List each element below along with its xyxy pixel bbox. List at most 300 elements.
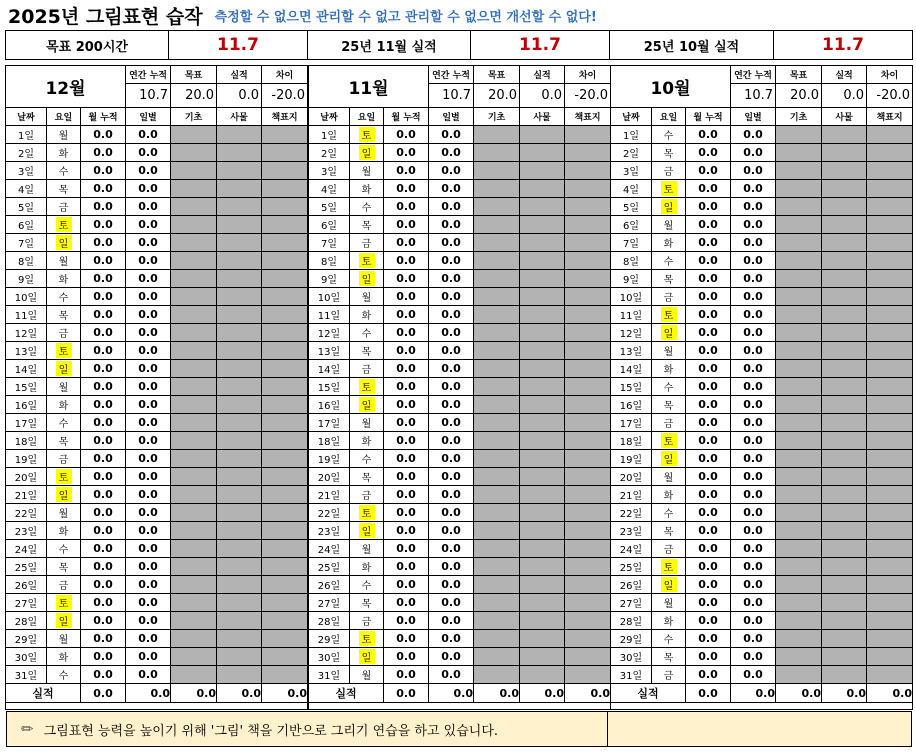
- book-input[interactable]: [262, 144, 308, 162]
- basic-input[interactable]: [171, 576, 217, 594]
- photo-input[interactable]: [217, 666, 262, 684]
- basic-input[interactable]: [776, 396, 822, 414]
- photo-input[interactable]: [520, 126, 565, 144]
- basic-input[interactable]: [776, 324, 822, 342]
- photo-input[interactable]: [822, 234, 867, 252]
- book-input[interactable]: [565, 126, 611, 144]
- basic-input[interactable]: [171, 324, 217, 342]
- photo-input[interactable]: [217, 126, 262, 144]
- basic-input[interactable]: [776, 126, 822, 144]
- basic-input[interactable]: [171, 180, 217, 198]
- basic-input[interactable]: [776, 504, 822, 522]
- book-input[interactable]: [867, 414, 913, 432]
- basic-input[interactable]: [171, 306, 217, 324]
- photo-input[interactable]: [217, 468, 262, 486]
- photo-input[interactable]: [822, 270, 867, 288]
- basic-input[interactable]: [474, 630, 520, 648]
- photo-input[interactable]: [822, 324, 867, 342]
- basic-input[interactable]: [474, 144, 520, 162]
- photo-input[interactable]: [520, 666, 565, 684]
- basic-input[interactable]: [776, 522, 822, 540]
- basic-input[interactable]: [776, 594, 822, 612]
- basic-input[interactable]: [171, 648, 217, 666]
- book-input[interactable]: [262, 630, 308, 648]
- basic-input[interactable]: [474, 396, 520, 414]
- book-input[interactable]: [262, 450, 308, 468]
- basic-input[interactable]: [171, 360, 217, 378]
- basic-input[interactable]: [171, 468, 217, 486]
- basic-input[interactable]: [171, 432, 217, 450]
- photo-input[interactable]: [217, 630, 262, 648]
- basic-input[interactable]: [474, 504, 520, 522]
- photo-input[interactable]: [520, 252, 565, 270]
- photo-input[interactable]: [217, 414, 262, 432]
- photo-input[interactable]: [520, 270, 565, 288]
- basic-input[interactable]: [171, 666, 217, 684]
- basic-input[interactable]: [474, 288, 520, 306]
- book-input[interactable]: [565, 270, 611, 288]
- photo-input[interactable]: [217, 180, 262, 198]
- photo-input[interactable]: [217, 540, 262, 558]
- book-input[interactable]: [262, 576, 308, 594]
- photo-input[interactable]: [520, 540, 565, 558]
- photo-input[interactable]: [217, 162, 262, 180]
- photo-input[interactable]: [520, 522, 565, 540]
- basic-input[interactable]: [474, 450, 520, 468]
- photo-input[interactable]: [822, 468, 867, 486]
- photo-input[interactable]: [822, 144, 867, 162]
- basic-input[interactable]: [171, 540, 217, 558]
- book-input[interactable]: [262, 306, 308, 324]
- photo-input[interactable]: [217, 216, 262, 234]
- book-input[interactable]: [867, 342, 913, 360]
- photo-input[interactable]: [217, 342, 262, 360]
- book-input[interactable]: [262, 612, 308, 630]
- book-input[interactable]: [262, 216, 308, 234]
- book-input[interactable]: [565, 324, 611, 342]
- basic-input[interactable]: [171, 450, 217, 468]
- basic-input[interactable]: [474, 432, 520, 450]
- book-input[interactable]: [867, 558, 913, 576]
- book-input[interactable]: [262, 504, 308, 522]
- photo-input[interactable]: [520, 324, 565, 342]
- photo-input[interactable]: [520, 450, 565, 468]
- basic-input[interactable]: [776, 450, 822, 468]
- basic-input[interactable]: [171, 396, 217, 414]
- basic-input[interactable]: [171, 198, 217, 216]
- photo-input[interactable]: [217, 234, 262, 252]
- photo-input[interactable]: [822, 486, 867, 504]
- photo-input[interactable]: [822, 414, 867, 432]
- basic-input[interactable]: [474, 180, 520, 198]
- book-input[interactable]: [867, 252, 913, 270]
- book-input[interactable]: [565, 432, 611, 450]
- book-input[interactable]: [867, 270, 913, 288]
- photo-input[interactable]: [822, 576, 867, 594]
- photo-input[interactable]: [822, 522, 867, 540]
- basic-input[interactable]: [776, 432, 822, 450]
- book-input[interactable]: [565, 288, 611, 306]
- actual-value[interactable]: 0.0: [520, 84, 565, 108]
- basic-input[interactable]: [776, 648, 822, 666]
- basic-input[interactable]: [474, 198, 520, 216]
- book-input[interactable]: [565, 594, 611, 612]
- book-input[interactable]: [565, 630, 611, 648]
- book-input[interactable]: [262, 342, 308, 360]
- goal-value[interactable]: 20.0: [776, 84, 822, 108]
- book-input[interactable]: [867, 180, 913, 198]
- photo-input[interactable]: [822, 594, 867, 612]
- photo-input[interactable]: [217, 144, 262, 162]
- photo-input[interactable]: [822, 288, 867, 306]
- book-input[interactable]: [565, 486, 611, 504]
- basic-input[interactable]: [776, 378, 822, 396]
- basic-input[interactable]: [171, 378, 217, 396]
- photo-input[interactable]: [822, 450, 867, 468]
- photo-input[interactable]: [822, 216, 867, 234]
- photo-input[interactable]: [217, 576, 262, 594]
- photo-input[interactable]: [520, 378, 565, 396]
- photo-input[interactable]: [520, 576, 565, 594]
- book-input[interactable]: [867, 144, 913, 162]
- book-input[interactable]: [565, 504, 611, 522]
- book-input[interactable]: [262, 360, 308, 378]
- book-input[interactable]: [867, 612, 913, 630]
- photo-input[interactable]: [217, 522, 262, 540]
- book-input[interactable]: [565, 468, 611, 486]
- basic-input[interactable]: [171, 558, 217, 576]
- book-input[interactable]: [867, 378, 913, 396]
- book-input[interactable]: [565, 396, 611, 414]
- basic-input[interactable]: [171, 612, 217, 630]
- date-header: 날짜: [309, 108, 350, 126]
- photo-input[interactable]: [822, 306, 867, 324]
- book-input[interactable]: [262, 198, 308, 216]
- basic-input[interactable]: [171, 216, 217, 234]
- goal-value[interactable]: 11.7: [169, 31, 308, 60]
- basic-input[interactable]: [474, 216, 520, 234]
- basic-input[interactable]: [474, 360, 520, 378]
- book-input[interactable]: [262, 270, 308, 288]
- book-input[interactable]: [262, 126, 308, 144]
- basic-input[interactable]: [474, 378, 520, 396]
- photo-input[interactable]: [217, 612, 262, 630]
- photo-input[interactable]: [217, 360, 262, 378]
- photo-input[interactable]: [822, 180, 867, 198]
- book-input[interactable]: [262, 234, 308, 252]
- photo-input[interactable]: [217, 486, 262, 504]
- basic-input[interactable]: [776, 630, 822, 648]
- basic-input[interactable]: [474, 666, 520, 684]
- basic-input[interactable]: [171, 288, 217, 306]
- photo-input[interactable]: [520, 144, 565, 162]
- diff-value[interactable]: -20.0: [867, 84, 913, 108]
- book-input[interactable]: [867, 522, 913, 540]
- photo-input[interactable]: [822, 432, 867, 450]
- book-input[interactable]: [262, 324, 308, 342]
- book-input[interactable]: [867, 666, 913, 684]
- book-input[interactable]: [867, 540, 913, 558]
- photo-input[interactable]: [520, 162, 565, 180]
- book-input[interactable]: [867, 324, 913, 342]
- basic-input[interactable]: [474, 324, 520, 342]
- book-input[interactable]: [867, 216, 913, 234]
- nov-value[interactable]: 11.7: [471, 31, 610, 60]
- basic-input[interactable]: [474, 468, 520, 486]
- photo-input[interactable]: [822, 342, 867, 360]
- book-input[interactable]: [867, 468, 913, 486]
- annual-value[interactable]: 10.7: [429, 84, 474, 108]
- book-input[interactable]: [565, 162, 611, 180]
- basic-input[interactable]: [776, 288, 822, 306]
- basic-input[interactable]: [474, 252, 520, 270]
- photo-input[interactable]: [822, 630, 867, 648]
- basic-input[interactable]: [474, 522, 520, 540]
- photo-input[interactable]: [520, 558, 565, 576]
- basic-input[interactable]: [474, 126, 520, 144]
- book-input[interactable]: [565, 144, 611, 162]
- basic-input[interactable]: [474, 648, 520, 666]
- basic-input[interactable]: [474, 270, 520, 288]
- basic-input[interactable]: [776, 468, 822, 486]
- photo-input[interactable]: [520, 198, 565, 216]
- basic-input[interactable]: [776, 360, 822, 378]
- photo-input[interactable]: [822, 198, 867, 216]
- photo-input[interactable]: [822, 396, 867, 414]
- book-input[interactable]: [867, 360, 913, 378]
- book-input[interactable]: [565, 576, 611, 594]
- photo-input[interactable]: [520, 468, 565, 486]
- book-input[interactable]: [262, 522, 308, 540]
- diff-value[interactable]: -20.0: [262, 84, 308, 108]
- basic-input[interactable]: [474, 576, 520, 594]
- photo-input[interactable]: [822, 378, 867, 396]
- book-input[interactable]: [867, 504, 913, 522]
- book-input[interactable]: [565, 216, 611, 234]
- book-input[interactable]: [565, 306, 611, 324]
- book-input[interactable]: [565, 450, 611, 468]
- book-input[interactable]: [867, 126, 913, 144]
- basic-input[interactable]: [776, 666, 822, 684]
- book-input[interactable]: [565, 342, 611, 360]
- annual-value[interactable]: 10.7: [126, 84, 171, 108]
- basic-input[interactable]: [474, 162, 520, 180]
- basic-input[interactable]: [474, 594, 520, 612]
- basic-input[interactable]: [171, 630, 217, 648]
- photo-input[interactable]: [217, 648, 262, 666]
- photo-input[interactable]: [822, 540, 867, 558]
- basic-input[interactable]: [776, 486, 822, 504]
- basic-input[interactable]: [171, 270, 217, 288]
- photo-input[interactable]: [520, 180, 565, 198]
- photo-input[interactable]: [217, 450, 262, 468]
- weekday-header: 요일: [47, 108, 81, 126]
- book-input[interactable]: [262, 486, 308, 504]
- basic-input[interactable]: [171, 126, 217, 144]
- book-input[interactable]: [565, 612, 611, 630]
- photo-input[interactable]: [217, 306, 262, 324]
- photo-input[interactable]: [520, 342, 565, 360]
- book-input[interactable]: [565, 360, 611, 378]
- book-input[interactable]: [867, 630, 913, 648]
- photo-input[interactable]: [822, 666, 867, 684]
- basic-input[interactable]: [171, 594, 217, 612]
- photo-input[interactable]: [822, 504, 867, 522]
- basic-input[interactable]: [776, 162, 822, 180]
- photo-input[interactable]: [520, 234, 565, 252]
- book-input[interactable]: [565, 180, 611, 198]
- book-input[interactable]: [867, 450, 913, 468]
- photo-input[interactable]: [822, 126, 867, 144]
- book-input[interactable]: [262, 414, 308, 432]
- book-input[interactable]: [262, 162, 308, 180]
- basic-input[interactable]: [776, 180, 822, 198]
- photo-input[interactable]: [520, 414, 565, 432]
- photo-input[interactable]: [822, 252, 867, 270]
- book-input[interactable]: [867, 288, 913, 306]
- basic-input[interactable]: [171, 162, 217, 180]
- basic-input[interactable]: [171, 486, 217, 504]
- weekday-label: 목: [58, 185, 69, 196]
- basic-input[interactable]: [171, 342, 217, 360]
- basic-input[interactable]: [776, 216, 822, 234]
- photo-input[interactable]: [520, 288, 565, 306]
- book-input[interactable]: [867, 648, 913, 666]
- basic-input[interactable]: [776, 540, 822, 558]
- basic-input[interactable]: [474, 414, 520, 432]
- basic-input[interactable]: [171, 252, 217, 270]
- photo-input[interactable]: [822, 558, 867, 576]
- book-input[interactable]: [262, 432, 308, 450]
- photo-input[interactable]: [520, 504, 565, 522]
- book-input[interactable]: [262, 378, 308, 396]
- basic-input[interactable]: [474, 612, 520, 630]
- book-input[interactable]: [565, 378, 611, 396]
- actual-value[interactable]: 0.0: [217, 84, 262, 108]
- book-input[interactable]: [262, 648, 308, 666]
- photo-input[interactable]: [217, 252, 262, 270]
- photo-input[interactable]: [822, 162, 867, 180]
- basic-input[interactable]: [171, 522, 217, 540]
- book-input[interactable]: [867, 162, 913, 180]
- photo-input[interactable]: [520, 216, 565, 234]
- book-input[interactable]: [262, 396, 308, 414]
- basic-input[interactable]: [776, 558, 822, 576]
- photo-input[interactable]: [217, 324, 262, 342]
- book-input[interactable]: [262, 468, 308, 486]
- photo-input[interactable]: [520, 594, 565, 612]
- daily-cell: 0.0: [126, 630, 171, 648]
- photo-input[interactable]: [822, 360, 867, 378]
- book-input[interactable]: [867, 576, 913, 594]
- book-input[interactable]: [262, 252, 308, 270]
- book-input[interactable]: [867, 234, 913, 252]
- basic-input[interactable]: [776, 576, 822, 594]
- basic-input[interactable]: [776, 144, 822, 162]
- photo-input[interactable]: [217, 378, 262, 396]
- book-input[interactable]: [262, 594, 308, 612]
- book-input[interactable]: [867, 396, 913, 414]
- photo-input[interactable]: [520, 630, 565, 648]
- photo-input[interactable]: [520, 612, 565, 630]
- basic-input[interactable]: [474, 306, 520, 324]
- goal-value[interactable]: 20.0: [171, 84, 217, 108]
- photo-input[interactable]: [217, 432, 262, 450]
- book-input[interactable]: [262, 666, 308, 684]
- book-input[interactable]: [262, 288, 308, 306]
- photo-input[interactable]: [520, 486, 565, 504]
- basic-input[interactable]: [776, 306, 822, 324]
- photo-input[interactable]: [217, 594, 262, 612]
- basic-input[interactable]: [171, 414, 217, 432]
- basic-input[interactable]: [171, 234, 217, 252]
- book-input[interactable]: [565, 540, 611, 558]
- goal-value[interactable]: 20.0: [474, 84, 520, 108]
- basic-input[interactable]: [776, 342, 822, 360]
- photo-input[interactable]: [520, 396, 565, 414]
- annual-header: 연간 누적: [126, 66, 171, 84]
- photo-input[interactable]: [217, 288, 262, 306]
- book-input[interactable]: [565, 522, 611, 540]
- photo-input[interactable]: [217, 504, 262, 522]
- photo-input[interactable]: [520, 432, 565, 450]
- book-input[interactable]: [262, 540, 308, 558]
- book-input[interactable]: [565, 648, 611, 666]
- basic-input[interactable]: [776, 414, 822, 432]
- basic-input[interactable]: [776, 234, 822, 252]
- photo-input[interactable]: [520, 360, 565, 378]
- actual-value[interactable]: 0.0: [822, 84, 867, 108]
- basic-input[interactable]: [776, 612, 822, 630]
- book-input[interactable]: [262, 180, 308, 198]
- photo-input[interactable]: [822, 648, 867, 666]
- basic-input[interactable]: [776, 270, 822, 288]
- book-input[interactable]: [565, 666, 611, 684]
- weekday-cell: [47, 342, 81, 360]
- book-input[interactable]: [565, 252, 611, 270]
- book-input[interactable]: [867, 594, 913, 612]
- photo-input[interactable]: [520, 648, 565, 666]
- basic-input[interactable]: [776, 198, 822, 216]
- book-input[interactable]: [867, 198, 913, 216]
- book-input[interactable]: [262, 558, 308, 576]
- photo-input[interactable]: [217, 558, 262, 576]
- basic-input[interactable]: [474, 486, 520, 504]
- book-input[interactable]: [565, 198, 611, 216]
- oct-value[interactable]: 11.7: [774, 31, 913, 60]
- book-input[interactable]: [565, 234, 611, 252]
- basic-input[interactable]: [776, 252, 822, 270]
- book-input[interactable]: [867, 432, 913, 450]
- basic-input[interactable]: [474, 540, 520, 558]
- book-input[interactable]: [565, 558, 611, 576]
- diff-value[interactable]: -20.0: [565, 84, 611, 108]
- basic-input[interactable]: [171, 144, 217, 162]
- basic-input[interactable]: [474, 342, 520, 360]
- photo-input[interactable]: [520, 306, 565, 324]
- basic-input[interactable]: [474, 558, 520, 576]
- annual-value[interactable]: 10.7: [731, 84, 776, 108]
- basic-input[interactable]: [171, 504, 217, 522]
- photo-input[interactable]: [217, 396, 262, 414]
- basic-input[interactable]: [474, 234, 520, 252]
- book-input[interactable]: [565, 414, 611, 432]
- photo-input[interactable]: [217, 270, 262, 288]
- book-input[interactable]: [867, 486, 913, 504]
- book-input[interactable]: [867, 306, 913, 324]
- photo-input[interactable]: [217, 198, 262, 216]
- photo-input[interactable]: [822, 612, 867, 630]
